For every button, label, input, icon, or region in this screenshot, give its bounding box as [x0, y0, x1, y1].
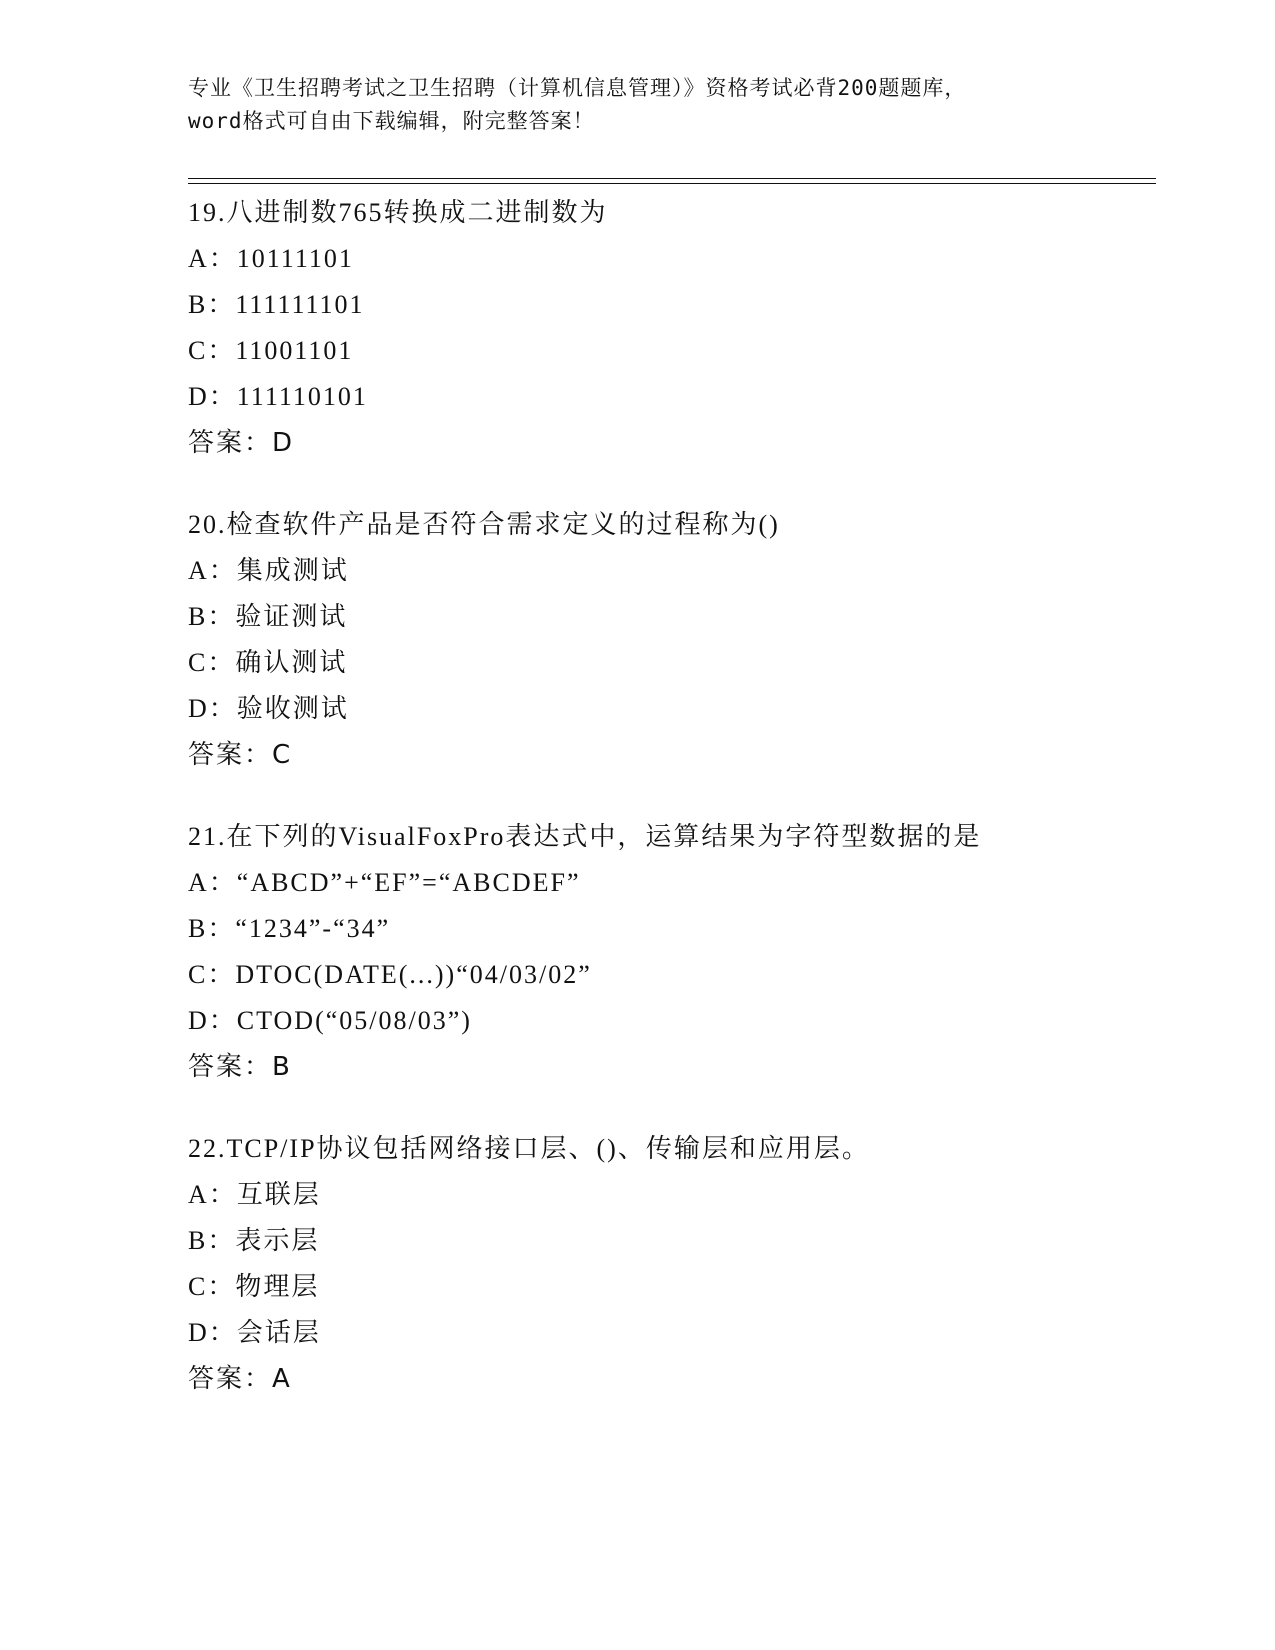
- option-b: B：111111101: [188, 290, 365, 319]
- question-21: [188, 814, 1148, 1090]
- option-d: D：111110101: [188, 382, 368, 411]
- option-a: A：集成测试: [188, 556, 349, 585]
- question-stem: 22.TCP/IP协议包括网络接口层、()、传输层和应用层。: [188, 1134, 870, 1163]
- question-stem: 19.八进制数765转换成二进制数为: [188, 198, 608, 227]
- question-stem: 20.检查软件产品是否符合需求定义的过程称为(): [188, 510, 780, 539]
- option-c: C：物理层: [188, 1272, 320, 1301]
- option-d: D：验收测试: [188, 694, 349, 723]
- option-c: C：DTOC(DATE(...))“04/03/02”: [188, 960, 592, 989]
- option-a: A：10111101: [188, 244, 354, 273]
- question-list: [188, 190, 1148, 1438]
- question-stem: 21.在下列的VisualFoxPro表达式中，运算结果为字符型数据的是: [188, 822, 982, 851]
- option-c: C：确认测试: [188, 648, 348, 677]
- option-b: B：表示层: [188, 1226, 320, 1255]
- option-a: A：互联层: [188, 1180, 321, 1209]
- question-20: [188, 502, 1148, 778]
- question-22: [188, 1126, 1148, 1402]
- header-line-1: 专业《卫生招聘考试之卫生招聘（计算机信息管理）》资格考试必背200题题库，: [188, 76, 967, 100]
- option-a: A：“ABCD”+“EF”=“ABCDEF”: [188, 868, 581, 897]
- answer-line: 答案：A: [188, 1364, 292, 1394]
- option-d: D：会话层: [188, 1318, 321, 1347]
- header-line-2: word格式可自由下载编辑，附完整答案！: [188, 109, 595, 133]
- header-divider-top: [188, 178, 1156, 179]
- option-b: B：“1234”-“34”: [188, 914, 391, 943]
- document-header: [188, 72, 1128, 138]
- header-divider-bottom: [188, 183, 1156, 184]
- answer-line: 答案：B: [188, 1052, 292, 1082]
- option-b: B：验证测试: [188, 602, 348, 631]
- answer-line: 答案：D: [188, 428, 295, 458]
- option-d: D：CTOD(“05/08/03”): [188, 1006, 472, 1035]
- answer-line: 答案：C: [188, 740, 293, 770]
- question-19: [188, 190, 1148, 466]
- option-c: C：11001101: [188, 336, 354, 365]
